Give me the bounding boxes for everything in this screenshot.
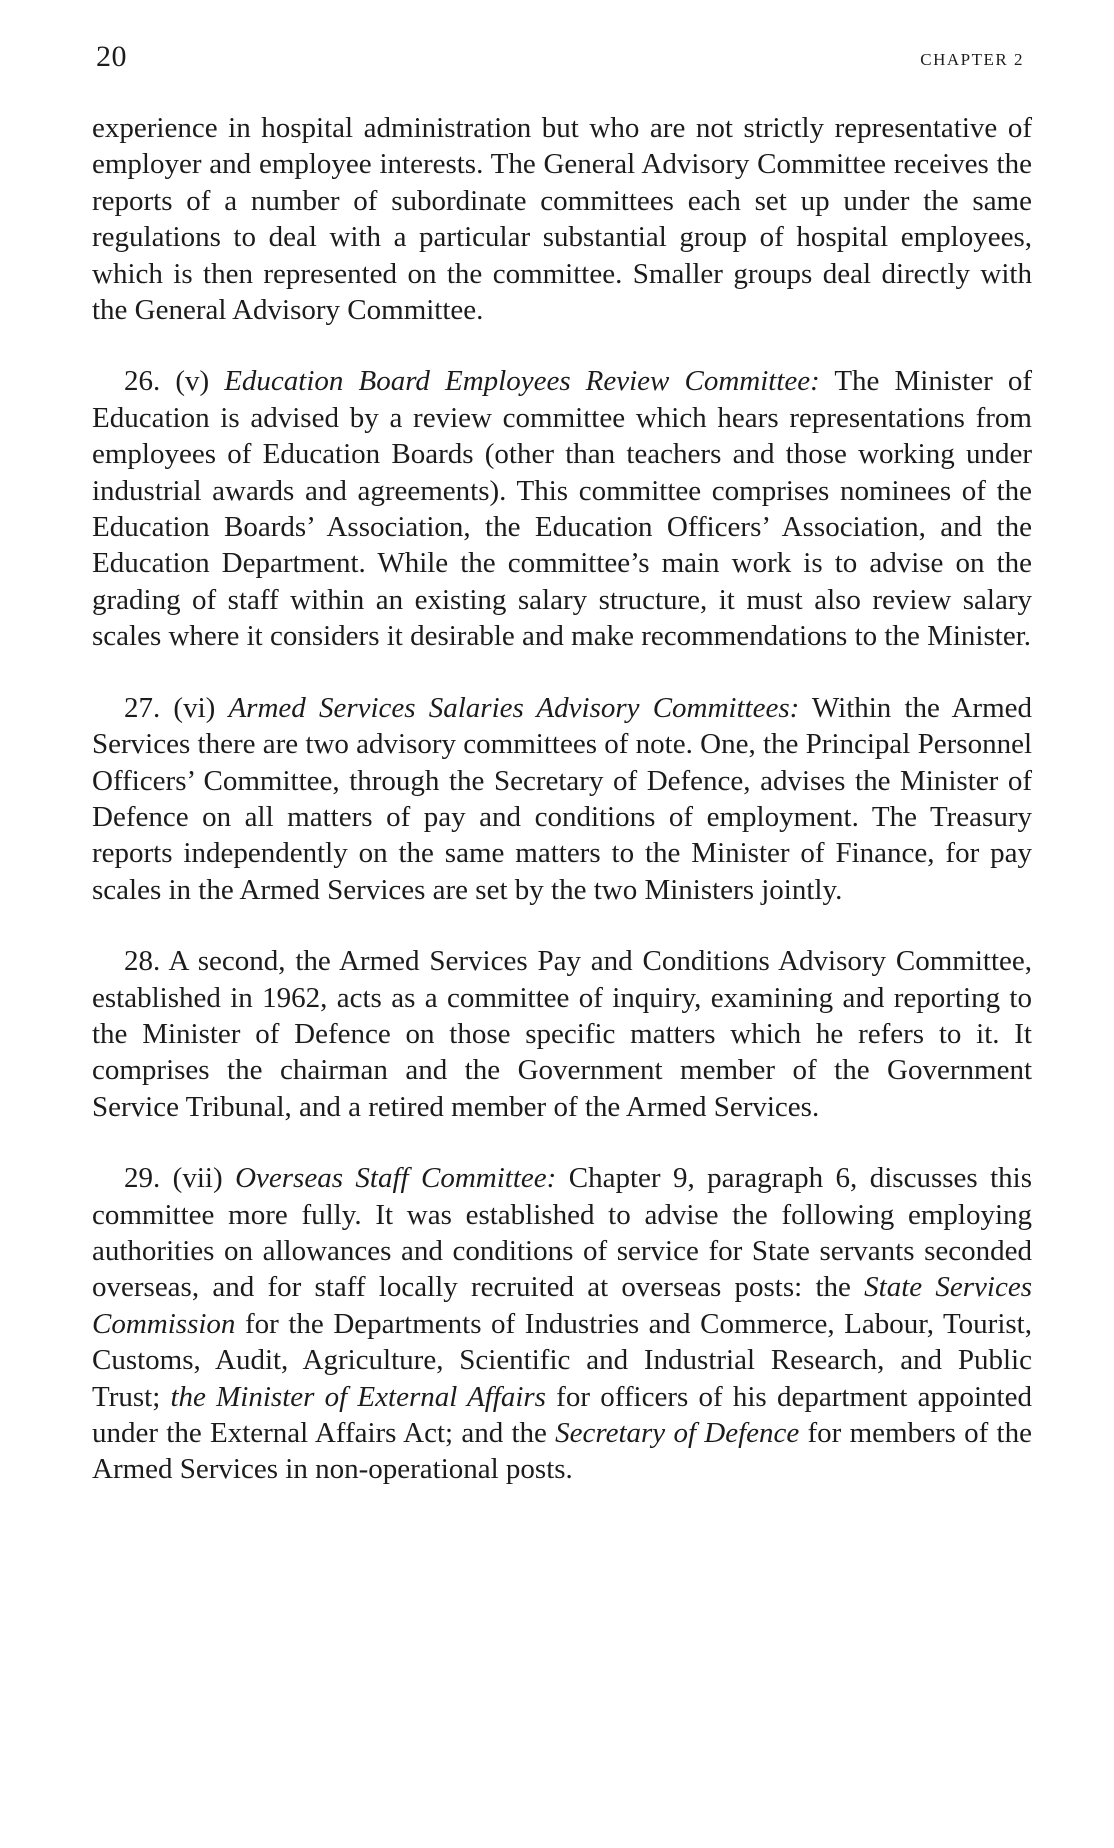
text-segment: The Minister of Education is advised by a review committee which hears representations from employees of Education Boards (other than teachers and those working under industrial awards and agreements). This committee comprises nominees of the Education Boards’ Association, the Education Officers’ Association, and the Education Department. While the committee’s main work is to advise on the grading of staff within an existing salary structure, it must also review salary scales where it considers it desirable and make recommendations to the Minister. bbox=[92, 365, 1032, 653]
section-heading: Armed Services Salaries Advisory Committees: bbox=[228, 691, 800, 724]
paragraph-27 bbox=[92, 690, 1032, 908]
text-segment: 28. A second, the Armed Services Pay and Conditions Advisory Committee, established in 1962, acts as a committee of inquiry, examining and reporting to the Minister of Defence on those specific matters which he refers to it. It comprises the chairman and the Government member of the Government Service Tribunal, and a retired member of the Armed Services. bbox=[92, 945, 1032, 1123]
text-segment: for members of the Armed Services in non-operational posts. bbox=[92, 1417, 1032, 1486]
paragraph-26 bbox=[92, 363, 1032, 654]
body-text bbox=[92, 110, 1032, 1488]
running-head: CHAPTER 2 bbox=[920, 50, 1024, 69]
emphasis-authority: the Minister of External Affairs bbox=[170, 1380, 546, 1413]
text-segment: Chapter 9, paragraph 6, discusses this committee more fully. It was established to advise the following employing authorities on allowances and conditions of service for State servants seconded overseas, and for staff locally recruited at overseas posts: the bbox=[92, 1162, 1033, 1304]
paragraph-number: 29. (vii) bbox=[124, 1162, 236, 1195]
text-segment: for the Departments of Industries and Commerce, Labour, Tourist, Customs, Audit, Agriculture, Scientific and Industrial Research, and Public Trust; bbox=[92, 1307, 1032, 1413]
paragraph-28 bbox=[92, 943, 1032, 1125]
paragraph-number: 27. (vi) bbox=[124, 691, 229, 724]
paragraph-29 bbox=[92, 1160, 1032, 1488]
paragraph-continuation bbox=[92, 110, 1032, 328]
page-number: 20 bbox=[96, 40, 127, 73]
text-segment: for officers of his department appointed under the External Affairs Act; and the bbox=[92, 1380, 1032, 1449]
paragraph-number: 26. (v) bbox=[124, 365, 225, 398]
section-heading: Education Board Employees Review Committee: bbox=[224, 365, 820, 398]
text-segment: experience in hospital administration but who are not strictly representative of employer and employee interests. The General Advisory Committee receives the reports of a number of subordinate committees each set up under the same regulations to deal with a particular substantial group of hospital employees, which is then represented on the committee. Smaller groups deal directly with the General Advisory Committee. bbox=[92, 112, 1032, 327]
emphasis-authority: Secretary of Defence bbox=[555, 1417, 800, 1449]
section-heading: Overseas Staff Committee: bbox=[235, 1162, 557, 1195]
emphasis-authority: State Services Commission bbox=[92, 1271, 1032, 1340]
text-segment: Within the Armed Services there are two advisory committees of note. One, the Principal Personnel Officers’ Committee, through the Secretary of Defence, advises the Minister of Defence on all matters of pay and conditions of employment. The Treasury reports independently on the same matters to the Minister of Finance, for pay scales in the Armed Services are set by the two Ministers jointly. bbox=[92, 691, 1033, 906]
